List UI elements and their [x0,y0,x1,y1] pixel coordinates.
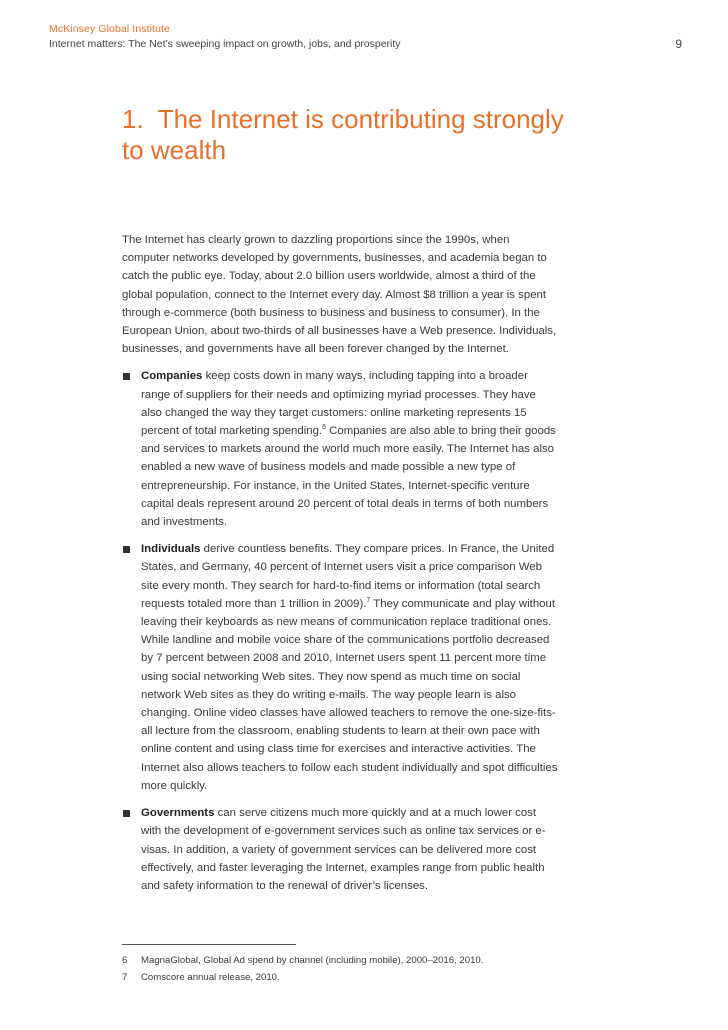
footnote-text: Comscore annual release, 2010. [141,972,280,983]
page-number: 9 [675,37,682,51]
bullet-item [122,367,558,531]
section-number: 1. [122,104,144,134]
brand-label: McKinsey Global Institute [49,23,170,35]
intro-paragraph: The Internet has clearly grown to dazzling proportions since the 1990s, when computer networks developed by governments, businesses, and academia began to catch the public eye. Today, about 2.0 billion users worldwide, almost a third of the global population, connect to the Internet every day. Almost $8 trillion a year is spent through e-commerce (both business to business and business to consumer). In the European Union, about two-thirds of all businesses have a Web presence. Individuals, businesses, and governments have all been forever changed by the Internet. [122,234,557,356]
footnote-number: 7 [122,972,128,983]
footnote-ref[interactable]: 7 [366,597,371,605]
bullet-item [122,540,558,795]
bullet-text: Companies are also able to bring their goods and services to markets around the world much more easily. The Internet has also enabled a new wave of business models and made possible a new type of entrepreneurship. For instance, in the United States, Internet-specific venture capital deals represent around 20 percent of total deals in terms of both numbers and investments. [141,425,556,529]
body-text [122,231,558,904]
section-title [122,104,592,166]
square-bullet-icon [123,810,130,817]
footnote-number: 6 [122,955,128,966]
footnotes [122,952,582,986]
footnote-text: MagnaGlobal, Global Ad spend by channel (including mobile), 2000–2016, 2010. [141,955,484,966]
square-bullet-icon [123,546,130,553]
footnote [122,969,582,986]
footnote [122,952,582,969]
bullet-item [122,804,558,895]
square-bullet-icon [123,373,130,380]
bullet-text: derive countless benefits. They compare prices. In France, the United States, and Germany, 40 percent of Internet users visit a price comparison Web site every month. They search for hard-to-find items or information (total search requests totaled more than 1 trillion in 2009). [141,543,555,610]
running-title: Internet matters: The Net’s sweeping impact on growth, jobs, and prosperity [49,38,401,50]
bullet-text: They communicate and play without leaving their keyboards as new means of communication replace traditional ones. While landline and mobile voice share of the communications portfolio decreased by 7 percent between 2008 and 2010, Internet users spent 11 percent more time using social networking Web sites. They now spend as much time on social network Web sites as they do writing e-mails. The way people learn is also changing. Online video classes have allowed teachers to remove the one-size-fits-all lecture from the classroom, enabling students to learn at their own pace with online content and using class time for exercises and interactive activities. The Internet also allows teachers to follow each student individually and spot difficulties more quickly. [141,597,558,792]
footnote-divider [122,944,296,945]
bullet-lead: Governments [141,807,215,820]
bullet-lead: Individuals [141,543,201,556]
bullet-text: keep costs down in many ways, including tapping into a broader range of suppliers for their needs and optimizing myriad processes. They have also changed the way they target customers: online marketing represents 15 percent of total marketing spending. [141,370,536,438]
bullet-text: can serve citizens much more quickly and at a much lower cost with the development of e-government services such as online tax services or e-visas. In addition, a variety of government services can be delivered more cost effectively, and faster leveraging the Internet, examples range from public health and safety information to the renewal of driver’s licenses. [141,807,546,892]
section-title-text: The Internet is contributing strongly to wealth [122,104,564,165]
footnote-ref[interactable]: 6 [322,424,326,432]
bullet-lead: Companies [141,370,203,383]
